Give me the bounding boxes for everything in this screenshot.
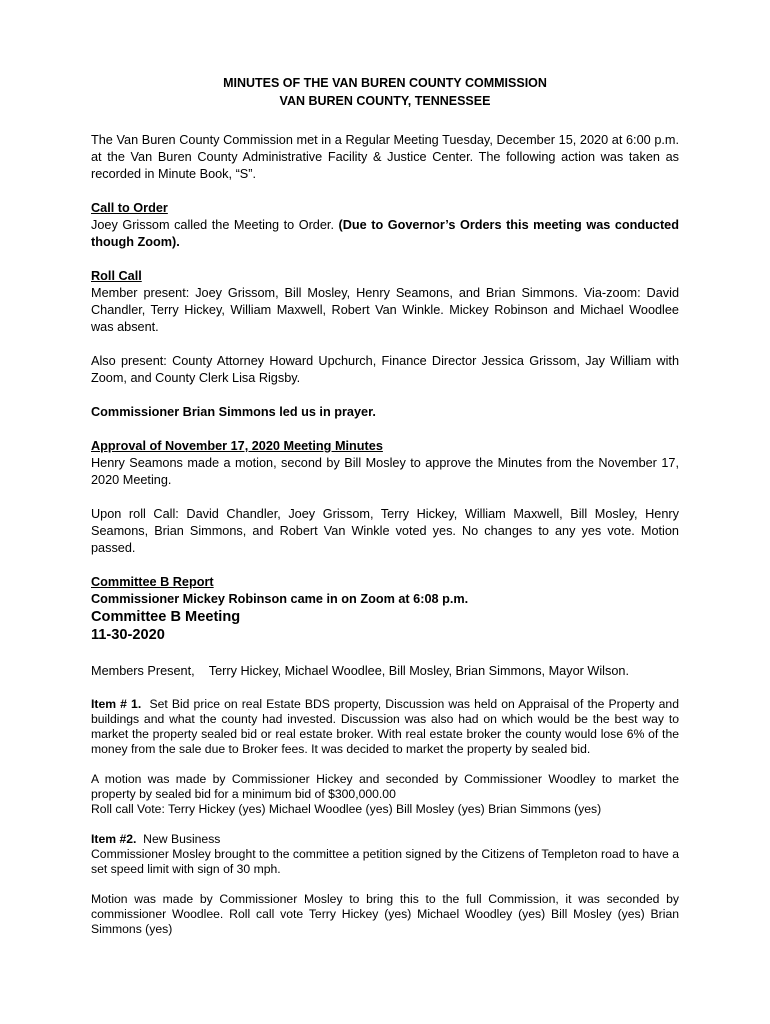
item-2-title: New Business <box>143 832 221 846</box>
item-1-motion: A motion was made by Commissioner Hickey and seconded by Commissioner Woodley to market the property by sealed bid for a minimum bid of $300,000.00 <box>91 772 679 801</box>
committee-meeting-title: Committee B Meeting <box>91 609 241 625</box>
item-1-vote: Roll call Vote: Terry Hickey (yes) Michael Woodlee (yes) Bill Mosley (yes) Brian Simmons (yes) <box>91 802 602 816</box>
document-title: MINUTES OF THE VAN BUREN COUNTY COMMISSION <box>223 76 547 90</box>
committee-meeting-date: 11-30-2020 <box>91 627 165 643</box>
approval-heading: Approval of November 17, 2020 Meeting Minutes <box>91 439 383 453</box>
document-subtitle: VAN BUREN COUNTY, TENNESSEE <box>279 94 491 108</box>
call-to-order-text: Joey Grissom called the Meeting to Order. <box>91 218 334 232</box>
zoom-arrival-note: Commissioner Mickey Robinson came in on Zoom at 6:08 p.m. <box>91 592 469 606</box>
roll-call-heading: Roll Call <box>91 269 142 283</box>
item-2-motion: Motion was made by Commissioner Mosley to bring this to the full Commission, it was seconded by commissioner Woodlee. Roll call vote Terry Hickey (yes) Michael Woodley (yes) Bill Mosley (yes) Brian Simmons (yes) <box>91 892 679 936</box>
roll-call-members: Member present: Joey Grissom, Bill Mosley, Henry Seamons, and Brian Simmons. Via-zoom: David Chandler, Terry Hickey, William Maxwell, Robert Van Winkle. Mickey Robinson and Michael Woodlee was absent. <box>91 286 679 334</box>
call-to-order-heading: Call to Order <box>91 201 168 215</box>
intro-paragraph: The Van Buren County Commission met in a Regular Meeting Tuesday, December 15, 2020 at 6:00 p.m. at the Van Buren County Administrative Facility & Justice Center. The following action was taken as recorded in Minute Book, “S”. <box>91 133 679 181</box>
approval-motion: Henry Seamons made a motion, second by Bill Mosley to approve the Minutes from the November 17, 2020 Meeting. <box>91 456 679 487</box>
item-1-label: Item # 1. <box>91 697 142 711</box>
members-present-list: Terry Hickey, Michael Woodlee, Bill Mosley, Brian Simmons, Mayor Wilson. <box>208 664 629 678</box>
item-2-text: Commissioner Mosley brought to the committee a petition signed by the Citizens of Templeton road to have a set speed limit with sign of 30 mph. <box>91 847 679 876</box>
governor-orders-note: (Due to Governor’s Orders this meeting was conducted though Zoom). <box>91 218 679 249</box>
item-1-paragraph <box>91 697 679 757</box>
members-present-label: Members Present, <box>91 664 195 678</box>
item-1-text: Set Bid price on real Estate BDS property, Discussion was held on Appraisal of the Property and buildings and what the county had invested. Discussion was also had on which would be the best way to market the property sealed bid or real estate broker. With real estate broker the county would lose 6% of the money from the sale due to Broker fees. It was decided to market the property by sealed bid. <box>91 697 679 756</box>
also-present-paragraph: Also present: County Attorney Howard Upchurch, Finance Director Jessica Grissom, Jay William with Zoom, and County Clerk Lisa Rigsby. <box>91 354 679 385</box>
committee-b-heading: Committee B Report <box>91 575 214 589</box>
prayer-line: Commissioner Brian Simmons led us in prayer. <box>91 405 376 419</box>
call-to-order-paragraph <box>91 217 679 251</box>
item-2-header <box>91 832 679 847</box>
approval-roll-call: Upon roll Call: David Chandler, Joey Grissom, Terry Hickey, William Maxwell, Bill Mosley, Henry Seamons, Brian Simmons, and Robert Van Winkle voted yes. No changes to any yes vote. Motion passed. <box>91 507 679 555</box>
item-2-label: Item #2. <box>91 832 137 846</box>
members-present-line <box>91 663 679 680</box>
